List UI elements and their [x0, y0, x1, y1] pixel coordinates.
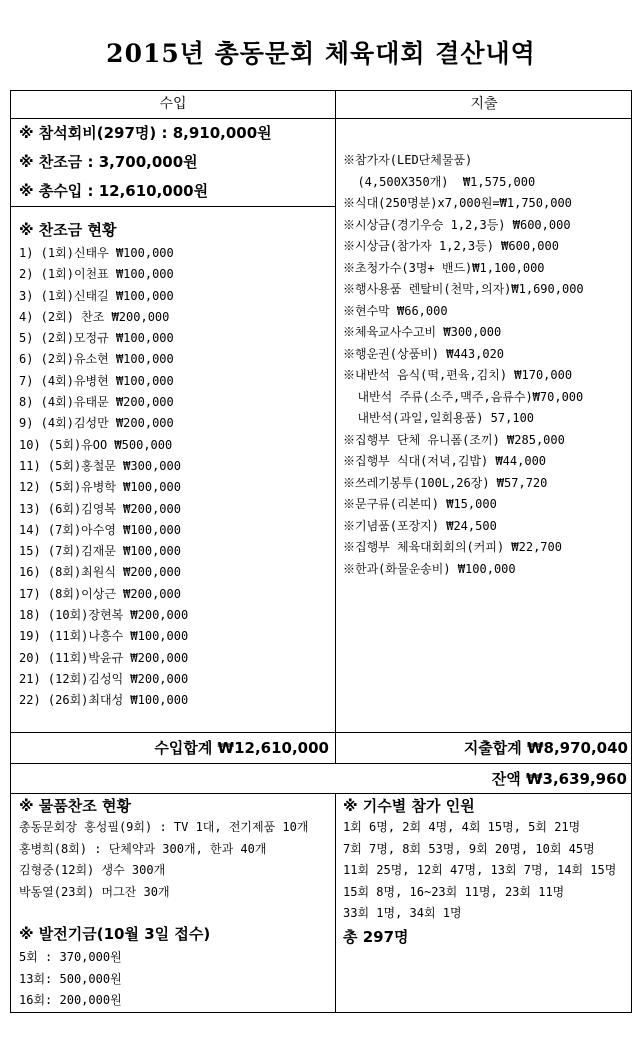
column-divider-bottom [335, 793, 336, 1013]
sponsor-item: 21) (12회)김성익 ₩200,000 [19, 671, 189, 686]
sponsor-item: 10) (5회)유OO ₩500,000 [19, 437, 173, 452]
sponsor-item: 20) (11회)박윤규 ₩200,000 [19, 650, 189, 665]
expense-item: 내반석 주류(소주,맥주,음류수)₩70,000 [343, 389, 584, 404]
settlement-table [10, 90, 632, 1013]
sponsorship-section [19, 217, 188, 712]
attendance-item: 33회 1명, 34회 1명 [343, 906, 462, 920]
expense-item: ※집행부 단체 유니폼(조끼) ₩285,000 [343, 432, 565, 447]
fund-title: ※ 발전기금(10월 3일 접수) [19, 925, 211, 943]
sponsor-item: 6) (2회)유소현 ₩100,000 [19, 352, 174, 367]
attendance-list [343, 817, 616, 925]
expense-item: ※참가자(LED단체물품) [343, 153, 473, 167]
income-summary-line: ※ 참석회비(297명) : 8,910,000원 [19, 124, 272, 142]
sponsor-item: 17) (8회)이상근 ₩200,000 [19, 586, 181, 601]
expense-item: ※집행부 식대(저녁,김밥) ₩44,000 [343, 454, 547, 468]
sponsor-item: 4) (2회) 찬조 ₩200,000 [19, 309, 170, 324]
goods-item: 김형중(12회) 생수 300개 [19, 863, 166, 877]
sponsor-item: 18) (10회)장현복 ₩200,000 [19, 608, 189, 623]
expense-item: ※초청가수(3명+ 밴드)₩1,100,000 [343, 260, 545, 275]
sponsor-item: 22) (26회)최대성 ₩100,000 [19, 693, 189, 708]
expense-total: 지출합계 ₩8,970,040 [463, 739, 628, 757]
expense-item: ※집행부 체육대회회의(커피) ₩22,700 [343, 540, 562, 554]
fund-list [19, 947, 308, 1012]
goods-title: ※ 물품찬조 현황 [19, 797, 131, 815]
page-title: 2015년 총동문회 체육대회 결산내역 [106, 39, 536, 68]
sponsor-item: 2) (1회)이천표 ₩100,000 [19, 267, 174, 282]
attendance-item: 7회 7명, 8회 53명, 9회 20명, 10회 45명 [343, 841, 595, 856]
expense-item: 내반석(과일,일회용품) 57,100 [343, 411, 535, 425]
expense-item: ※한과(화물운송비) ₩100,000 [343, 561, 516, 576]
sponsor-item: 14) (7회)아수영 ₩100,000 [19, 522, 181, 537]
income-summary-line: ※ 총수입 : 12,610,000원 [19, 182, 209, 200]
expense-list [343, 150, 584, 580]
expense-item: ※시상금(참가자 1,2,3등) ₩600,000 [343, 239, 559, 253]
sponsor-item: 16) (8회)최원식 ₩200,000 [19, 565, 181, 580]
attendance-item: 11회 25명, 12회 47명, 13회 7명, 14회 15명 [343, 863, 617, 877]
income-header: 수입 [159, 96, 187, 112]
expense-item: ※체육교사수고비 ₩300,000 [343, 325, 502, 339]
expense-item: ※행운권(상품비) ₩443,020 [343, 346, 505, 361]
goods-item: 박동열(23회) 머그잔 30개 [19, 884, 170, 899]
goods-list [19, 817, 308, 903]
expense-item: ※쓰레기봉투(100L,26장) ₩57,720 [343, 475, 548, 490]
attendance-item: 15회 8명, 16~23회 11명, 23회 11명 [343, 884, 565, 899]
attendance-item: 1회 6명, 2회 4명, 4회 15명, 5회 21명 [343, 820, 581, 834]
goods-section [19, 795, 308, 1012]
expense-item: ※현수막 ₩66,000 [343, 303, 448, 318]
fund-item: 5회 : 370,000원 [19, 950, 122, 964]
expense-item: ※문구류(리본띠) ₩15,000 [343, 497, 497, 511]
sponsor-item: 5) (2회)모정규 ₩100,000 [19, 331, 174, 346]
sponsor-item: 11) (5회)홍철문 ₩300,000 [19, 458, 181, 473]
fund-item: 16회: 200,000원 [19, 993, 122, 1007]
goods-item: 총동문회장 홍성필(9회) : TV 1대, 전기제품 10개 [19, 820, 309, 834]
income-summary-line: ※ 찬조금 : 3,700,000원 [19, 153, 198, 171]
attendance-section [343, 795, 616, 949]
header-divider [11, 118, 631, 119]
fund-item: 13회: 500,000원 [19, 971, 122, 986]
sponsor-item: 9) (4회)김성만 ₩200,000 [19, 416, 174, 431]
income-summary-divider [11, 206, 335, 207]
sponsor-item: 13) (6회)김영복 ₩200,000 [19, 501, 181, 516]
expense-item: (4,500X350개) ₩1,575,000 [343, 174, 536, 189]
sponsor-item: 12) (5회)유병학 ₩100,000 [19, 480, 181, 495]
income-total: 수입합계 ₩12,610,000 [154, 739, 329, 757]
expense-item: ※식대(250명분)x7,000원=₩1,750,000 [343, 196, 572, 210]
sponsor-item: 19) (11회)나흥수 ₩100,000 [19, 629, 189, 644]
income-summary [19, 121, 272, 204]
sponsor-item: 15) (7회)김재문 ₩100,000 [19, 544, 181, 559]
expense-item: ※기념품(포장지) ₩24,500 [343, 518, 497, 533]
expense-header: 지출 [470, 96, 498, 112]
sponsor-item: 3) (1회)신태길 ₩100,000 [19, 288, 174, 303]
expense-item: ※행사용품 렌탈비(천막,의자)₩1,690,000 [343, 282, 584, 296]
expense-item: ※내반석 음식(떡,편육,김치) ₩170,000 [343, 368, 573, 382]
expense-item: ※시상금(경기우승 1,2,3등) ₩600,000 [343, 217, 571, 232]
attendance-title: ※ 기수별 참가 인원 [343, 797, 475, 815]
sponsor-item: 1) (1회)신태우 ₩100,000 [19, 246, 174, 260]
goods-item: 홍병희(8회) : 단체약과 300개, 한과 40개 [19, 841, 267, 856]
column-divider-top [335, 91, 336, 763]
sponsor-item: 7) (4회)유병현 ₩100,000 [19, 373, 174, 388]
sponsorship-title: ※ 찬조금 현황 [19, 221, 117, 239]
balance: 잔액 ₩3,639,960 [491, 770, 627, 788]
sponsor-list [19, 243, 188, 712]
sponsor-item: 8) (4회)유태문 ₩200,000 [19, 395, 174, 410]
attendance-total: 총 297명 [343, 927, 409, 946]
